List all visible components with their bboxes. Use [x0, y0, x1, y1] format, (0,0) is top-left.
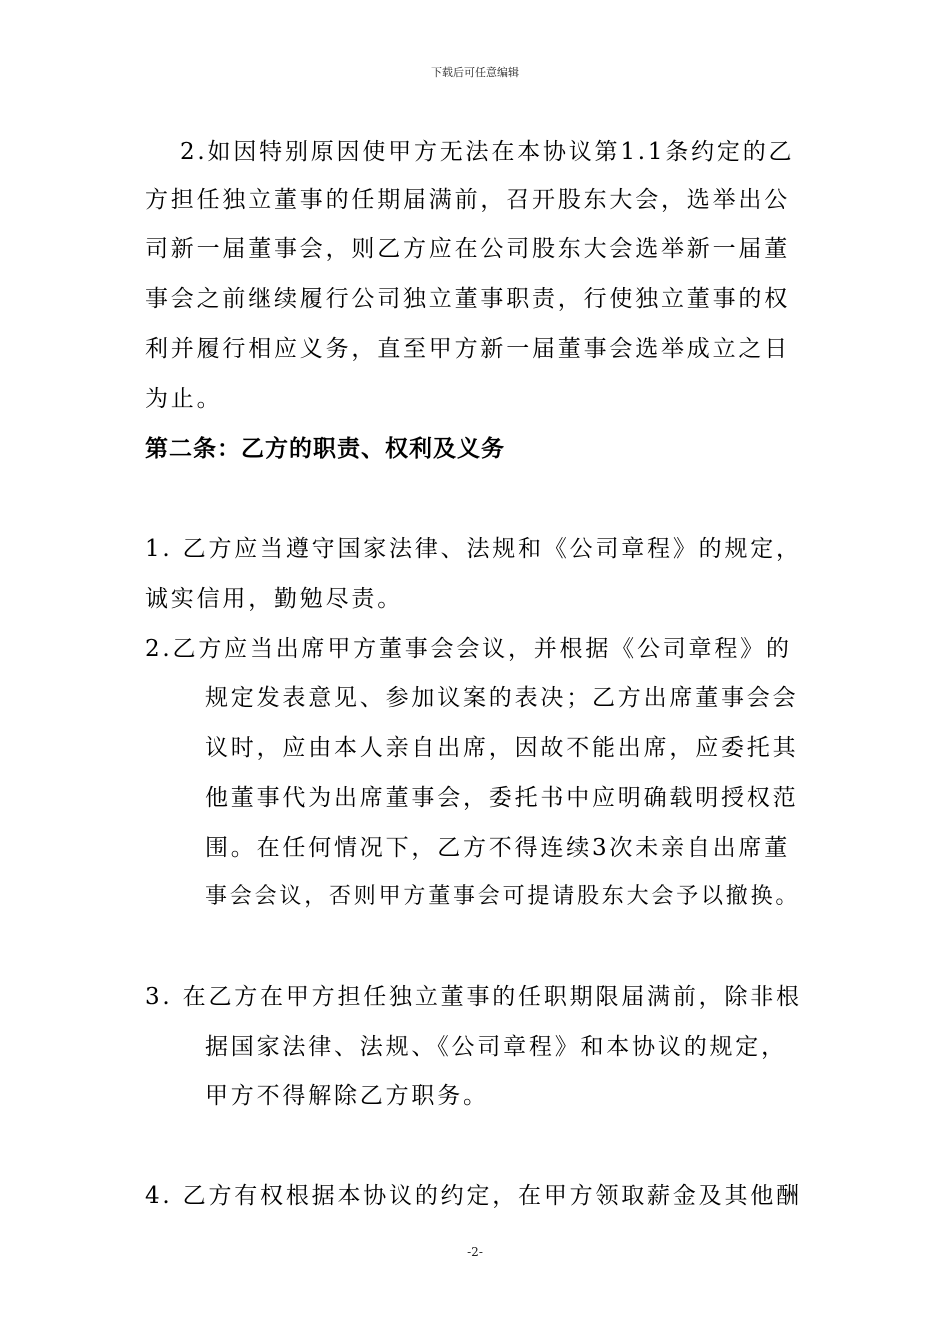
paragraph-line: 2.如因特别原因使甲方无法在本协议第1.1条约定的乙 [180, 139, 795, 165]
list-item-line: 1. 乙方应当遵守国家法律、法规和《公司章程》的规定， [145, 536, 802, 562]
page-number: -2- [467, 1245, 483, 1259]
list-item-line: 他董事代为出席董事会，委托书中应明确载明授权范 [205, 785, 799, 811]
list-item-line: 3. 在乙方在甲方担任独立董事的任职期限届满前，除非根 [145, 984, 802, 1010]
paragraph-line: 为止。 [145, 386, 223, 412]
list-item-line: 据国家法律、法规、《公司章程》和本协议的规定， [205, 1034, 787, 1060]
paragraph-line: 司新一届董事会，则乙方应在公司股东大会选举新一届董 [145, 236, 790, 262]
list-item-line: 甲方不得解除乙方职务。 [205, 1083, 489, 1109]
list-item-line: 围。在任何情况下，乙方不得连续3次未亲自出席董 [205, 835, 791, 861]
list-item-line: 2.乙方应当出席甲方董事会会议，并根据《公司章程》的 [145, 636, 792, 662]
list-item-line: 事会会议，否则甲方董事会可提请股东大会予以撤换。 [205, 884, 801, 909]
list-item-line: 议时，应由本人亲自出席，因故不能出席，应委托其 [205, 735, 799, 761]
list-item-line: 规定发表意见、参加议案的表决；乙方出席董事会会 [205, 685, 799, 711]
paragraph-line: 事会之前继续履行公司独立董事职责，行使独立董事的权 [145, 286, 790, 312]
list-item-line: 4. 乙方有权根据本协议的约定，在甲方领取薪金及其他酬 [145, 1183, 802, 1209]
section-heading: 第二条：乙方的职责、权利及义务 [145, 435, 505, 462]
list-item-line: 诚实信用，勤勉尽责。 [145, 586, 403, 612]
page-header: 下载后可任意编辑 [431, 66, 519, 79]
paragraph-line: 方担任独立董事的任期届满前，召开股东大会，选举出公 [145, 187, 790, 213]
paragraph-line: 利并履行相应义务，直至甲方新一届董事会选举成立之日 [145, 336, 790, 362]
